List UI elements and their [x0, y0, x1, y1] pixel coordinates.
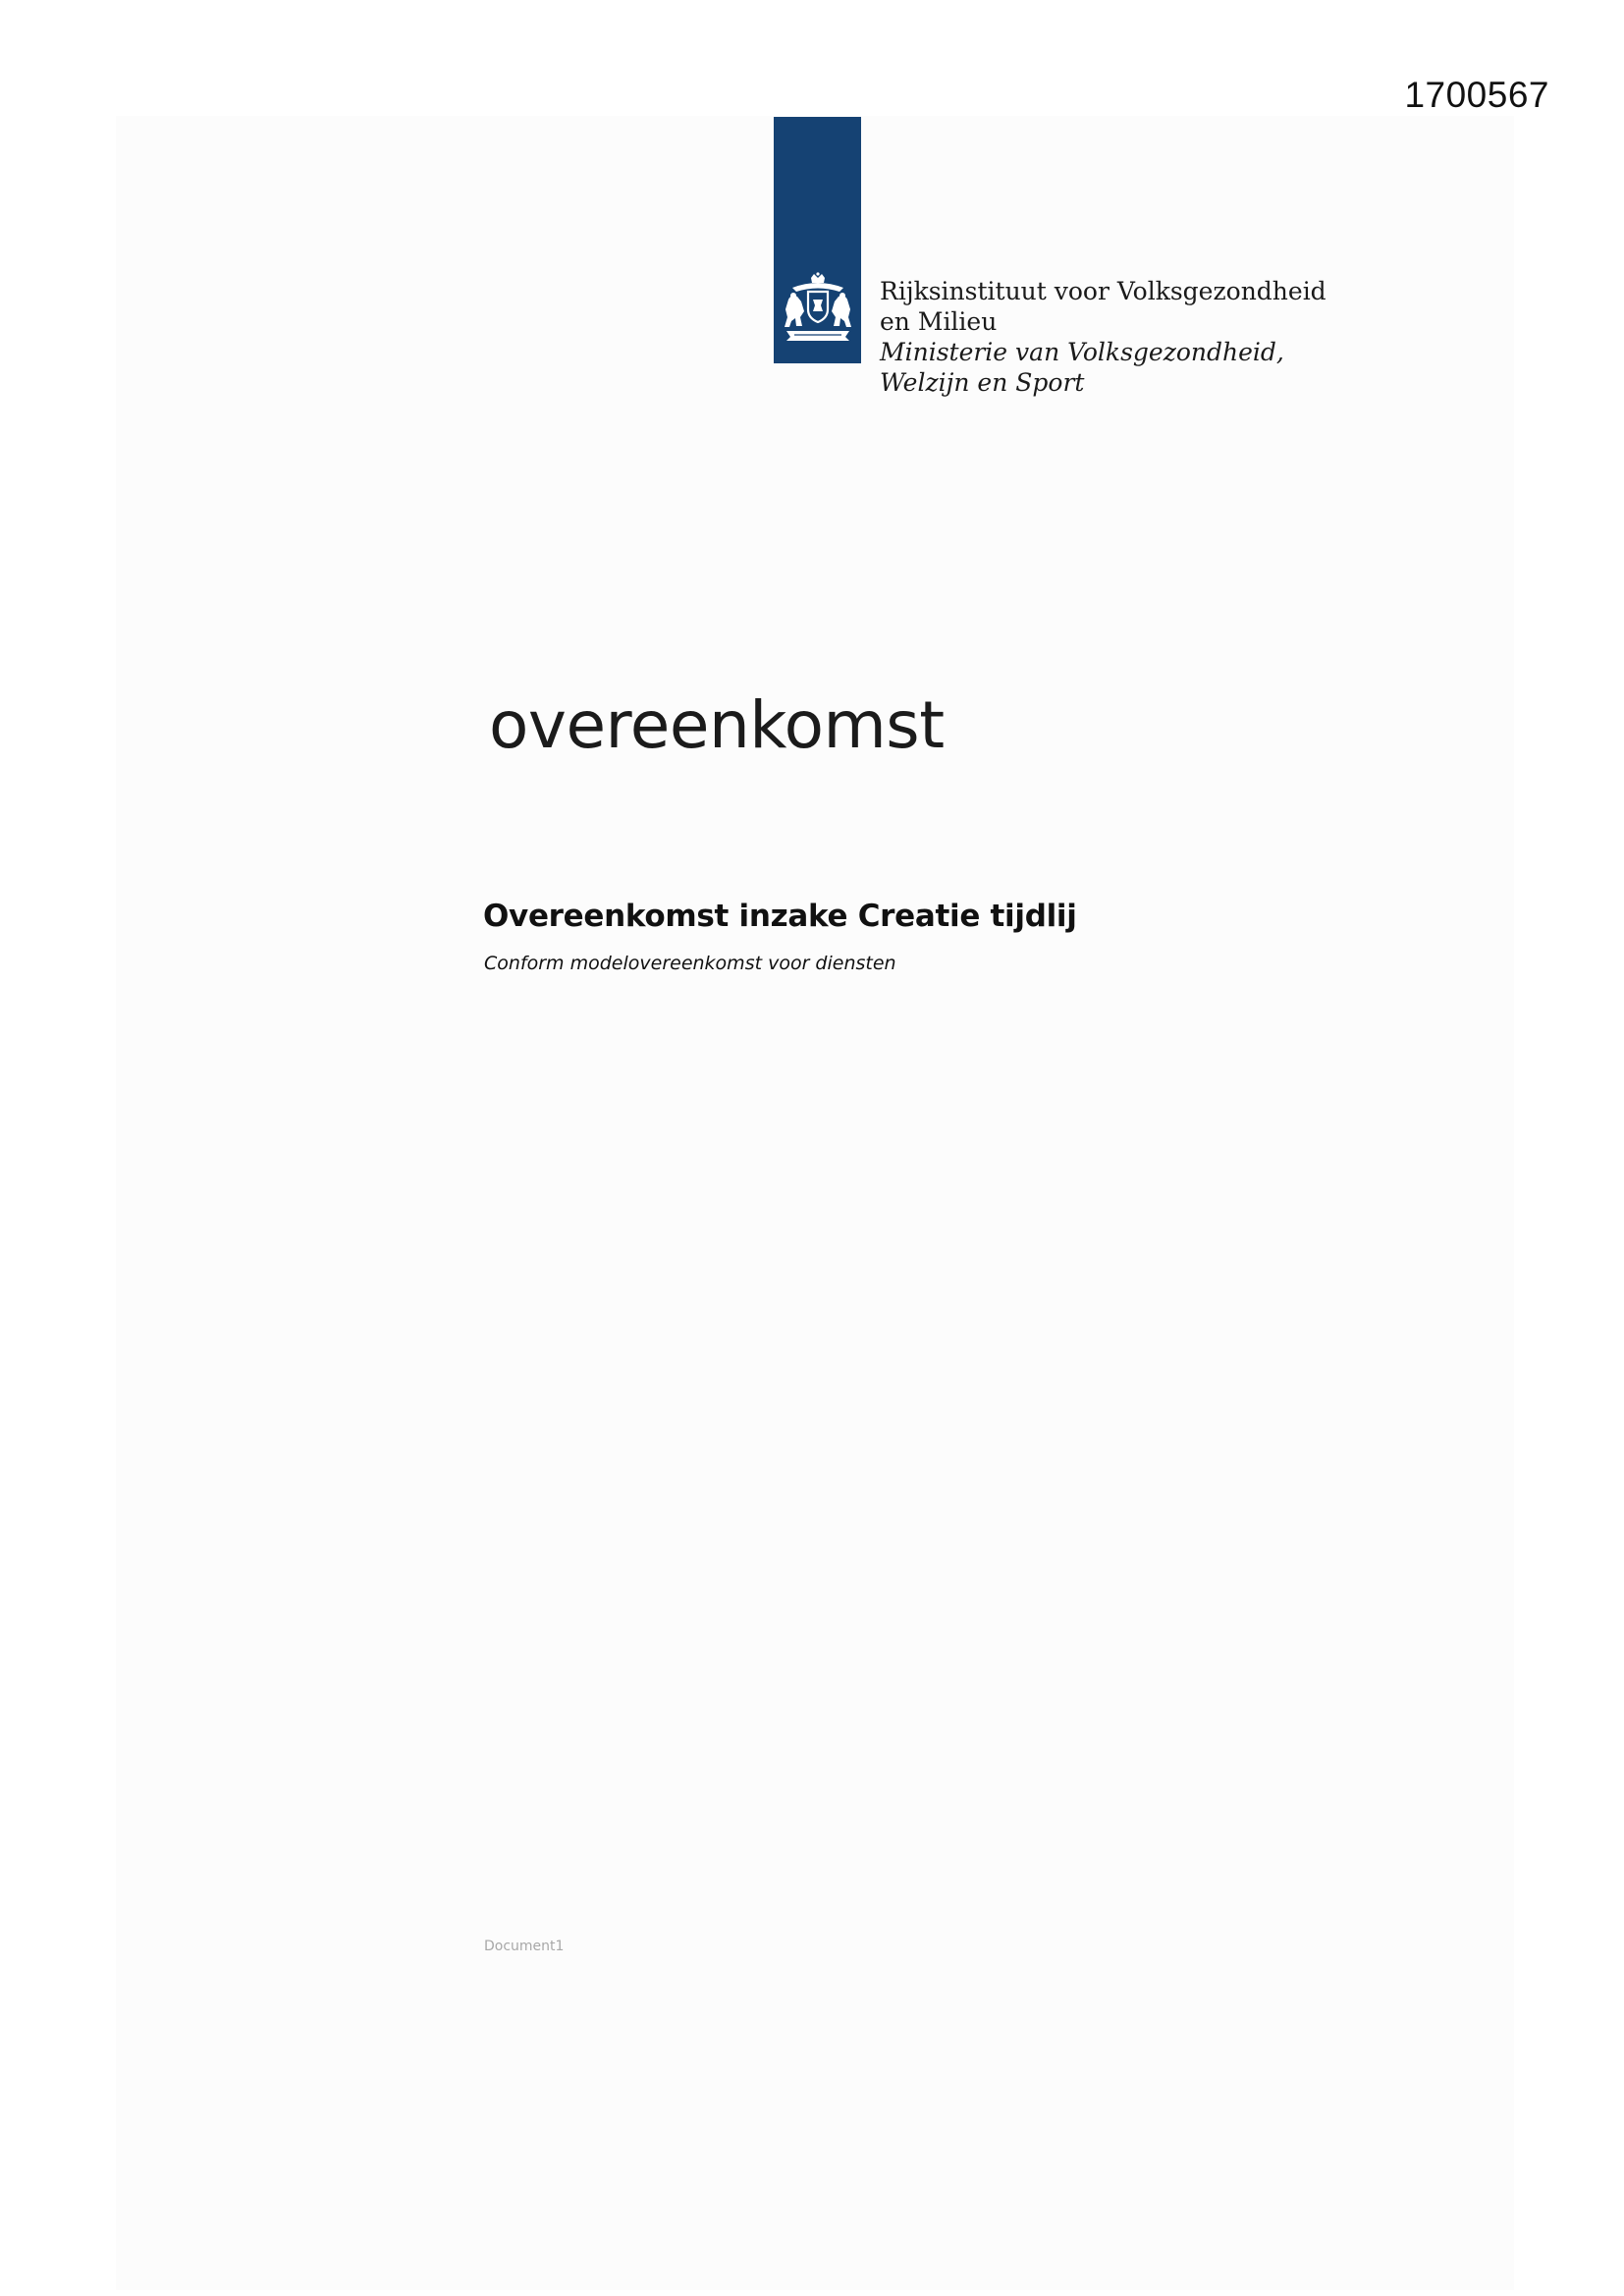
document-type-heading: overeenkomst — [489, 687, 945, 763]
document-number: 1700567 — [1404, 75, 1549, 115]
document-footer: Document1 — [484, 1939, 565, 1954]
organization-name — [880, 276, 1326, 398]
page-background — [116, 116, 1514, 2290]
org-line-2: en Milieu — [880, 307, 998, 336]
logo-bar — [774, 117, 861, 363]
ministry-line-2: Welzijn en Sport — [880, 368, 1085, 397]
document-subtitle: Conform modelovereenkomst voor diensten — [484, 953, 896, 974]
ministry-line-1: Ministerie van Volksgezondheid, — [880, 338, 1284, 366]
dutch-royal-coat-of-arms-icon — [779, 272, 857, 343]
document-title: Overeenkomst inzake Creatie tijdlij — [483, 899, 1077, 934]
org-line-1: Rijksinstituut voor Volksgezondheid — [880, 277, 1326, 305]
